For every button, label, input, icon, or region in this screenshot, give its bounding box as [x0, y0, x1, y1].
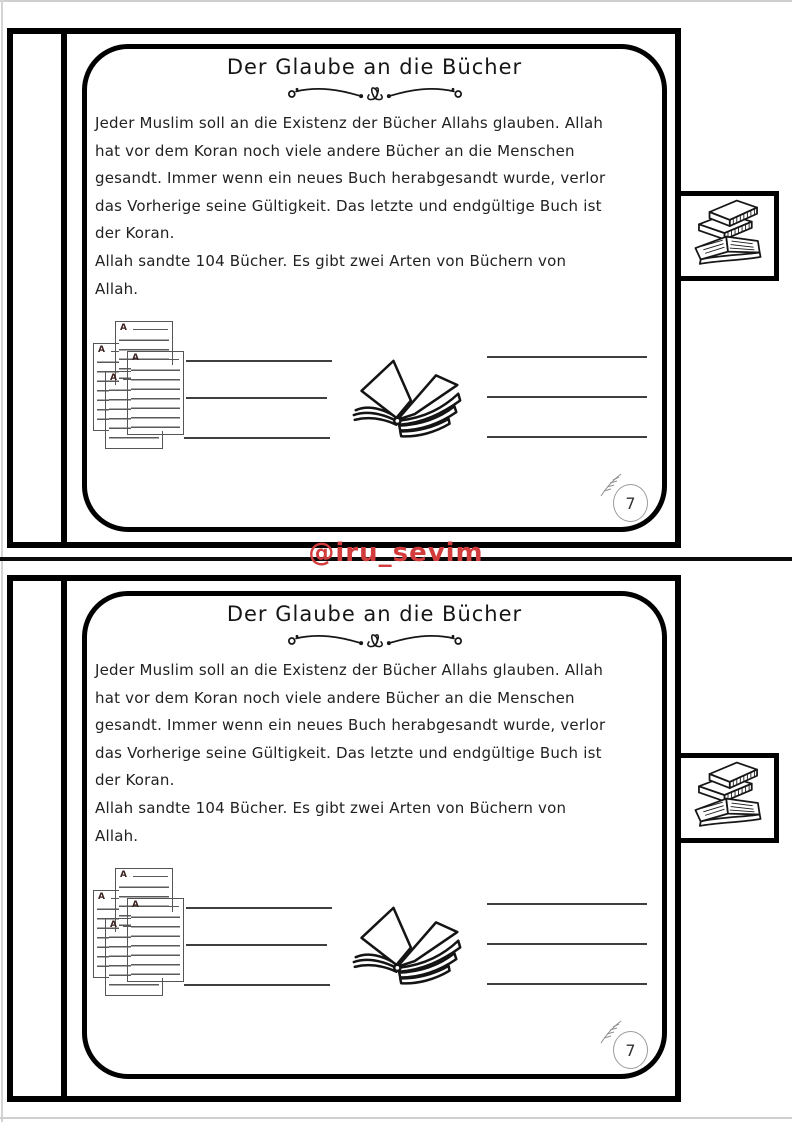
paper-sheet [127, 351, 184, 435]
page-number-badge [602, 480, 648, 524]
write-line [487, 356, 647, 358]
body-line: Jeder Muslim soll an die Existenz der Bücher Allahs glauben. Allah [95, 114, 604, 132]
worksheet-card [82, 591, 667, 1079]
paper-headline [145, 359, 179, 360]
body-line: Allah sandte 104 Bücher. Es gibt zwei Arten von Büchern von [95, 251, 567, 270]
card-body [87, 657, 662, 850]
flourish-divider-icon [275, 81, 475, 107]
card-title: Der Glaube an die Bücher [226, 55, 523, 79]
page-number-badge [602, 1027, 648, 1071]
worksheet-page-2 [7, 575, 681, 1102]
worksheet-card [82, 44, 667, 532]
page-number: 7 [613, 1031, 648, 1069]
body-line: das Vorherige seine Gültigkeit. Das letzte und endgültige Buch ist [95, 743, 602, 762]
paper-headline [145, 906, 179, 907]
paper-letter: A [98, 892, 105, 902]
page-number: 7 [613, 484, 648, 522]
open-book-clipart [348, 355, 466, 447]
paper-headline [133, 329, 168, 330]
books-stack-icon [684, 757, 772, 839]
side-tab-books [676, 191, 779, 281]
paper-letter: A [132, 353, 139, 363]
papers-clipart [93, 321, 185, 451]
write-line [487, 396, 647, 398]
body-line: Allah. [95, 279, 139, 298]
write-line [186, 944, 327, 946]
write-line [487, 903, 647, 905]
body-line: das Vorherige seine Gültigkeit. Das letzte und endgültige Buch ist [95, 196, 602, 215]
card-title: Der Glaube an die Bücher [226, 602, 523, 626]
body-line: gesandt. Immer wenn ein neues Buch herabgesandt wurde, verlor [95, 716, 606, 735]
paper-letter: A [110, 373, 117, 383]
page-edge-bottom [0, 1117, 792, 1119]
paper-sheet [127, 898, 184, 982]
binding-margin-divider [61, 581, 67, 1096]
body-line: der Koran. [95, 224, 175, 243]
worksheet-page-1 [7, 28, 681, 548]
write-line [186, 360, 332, 362]
write-line [487, 436, 647, 438]
body-line: Allah. [95, 826, 139, 845]
papers-clipart [93, 868, 185, 998]
write-line [186, 397, 327, 399]
paper-letter: A [120, 323, 127, 333]
body-line: Allah sandte 104 Bücher. Es gibt zwei Arten von Büchern von [95, 798, 567, 817]
body-line: Jeder Muslim soll an die Existenz der Bücher Allahs glauben. Allah [95, 661, 604, 679]
paper-letter: A [110, 920, 117, 930]
body-line: hat vor dem Koran noch viele andere Bücher an die Menschen [95, 141, 575, 160]
page-edge-top [0, 0, 792, 2]
paper-letter: A [132, 900, 139, 910]
body-line: der Koran. [95, 771, 175, 790]
books-stack-icon [684, 195, 772, 277]
write-line [186, 907, 332, 909]
card-body [87, 110, 662, 303]
write-line [487, 943, 647, 945]
paper-letter: A [120, 870, 127, 880]
body-line: gesandt. Immer wenn ein neues Buch herabgesandt wurde, verlor [95, 169, 606, 188]
flourish-divider-icon [275, 628, 475, 654]
write-line [487, 983, 647, 985]
binding-margin-divider [61, 34, 67, 542]
write-line [184, 984, 330, 986]
open-book-clipart [348, 902, 466, 994]
paper-letter: A [98, 345, 105, 355]
side-tab-books [676, 753, 779, 843]
body-line: hat vor dem Koran noch viele andere Bücher an die Menschen [95, 688, 575, 707]
watermark-text: @iru_sevim [308, 538, 484, 568]
write-line [184, 437, 330, 439]
paper-headline [133, 876, 168, 877]
